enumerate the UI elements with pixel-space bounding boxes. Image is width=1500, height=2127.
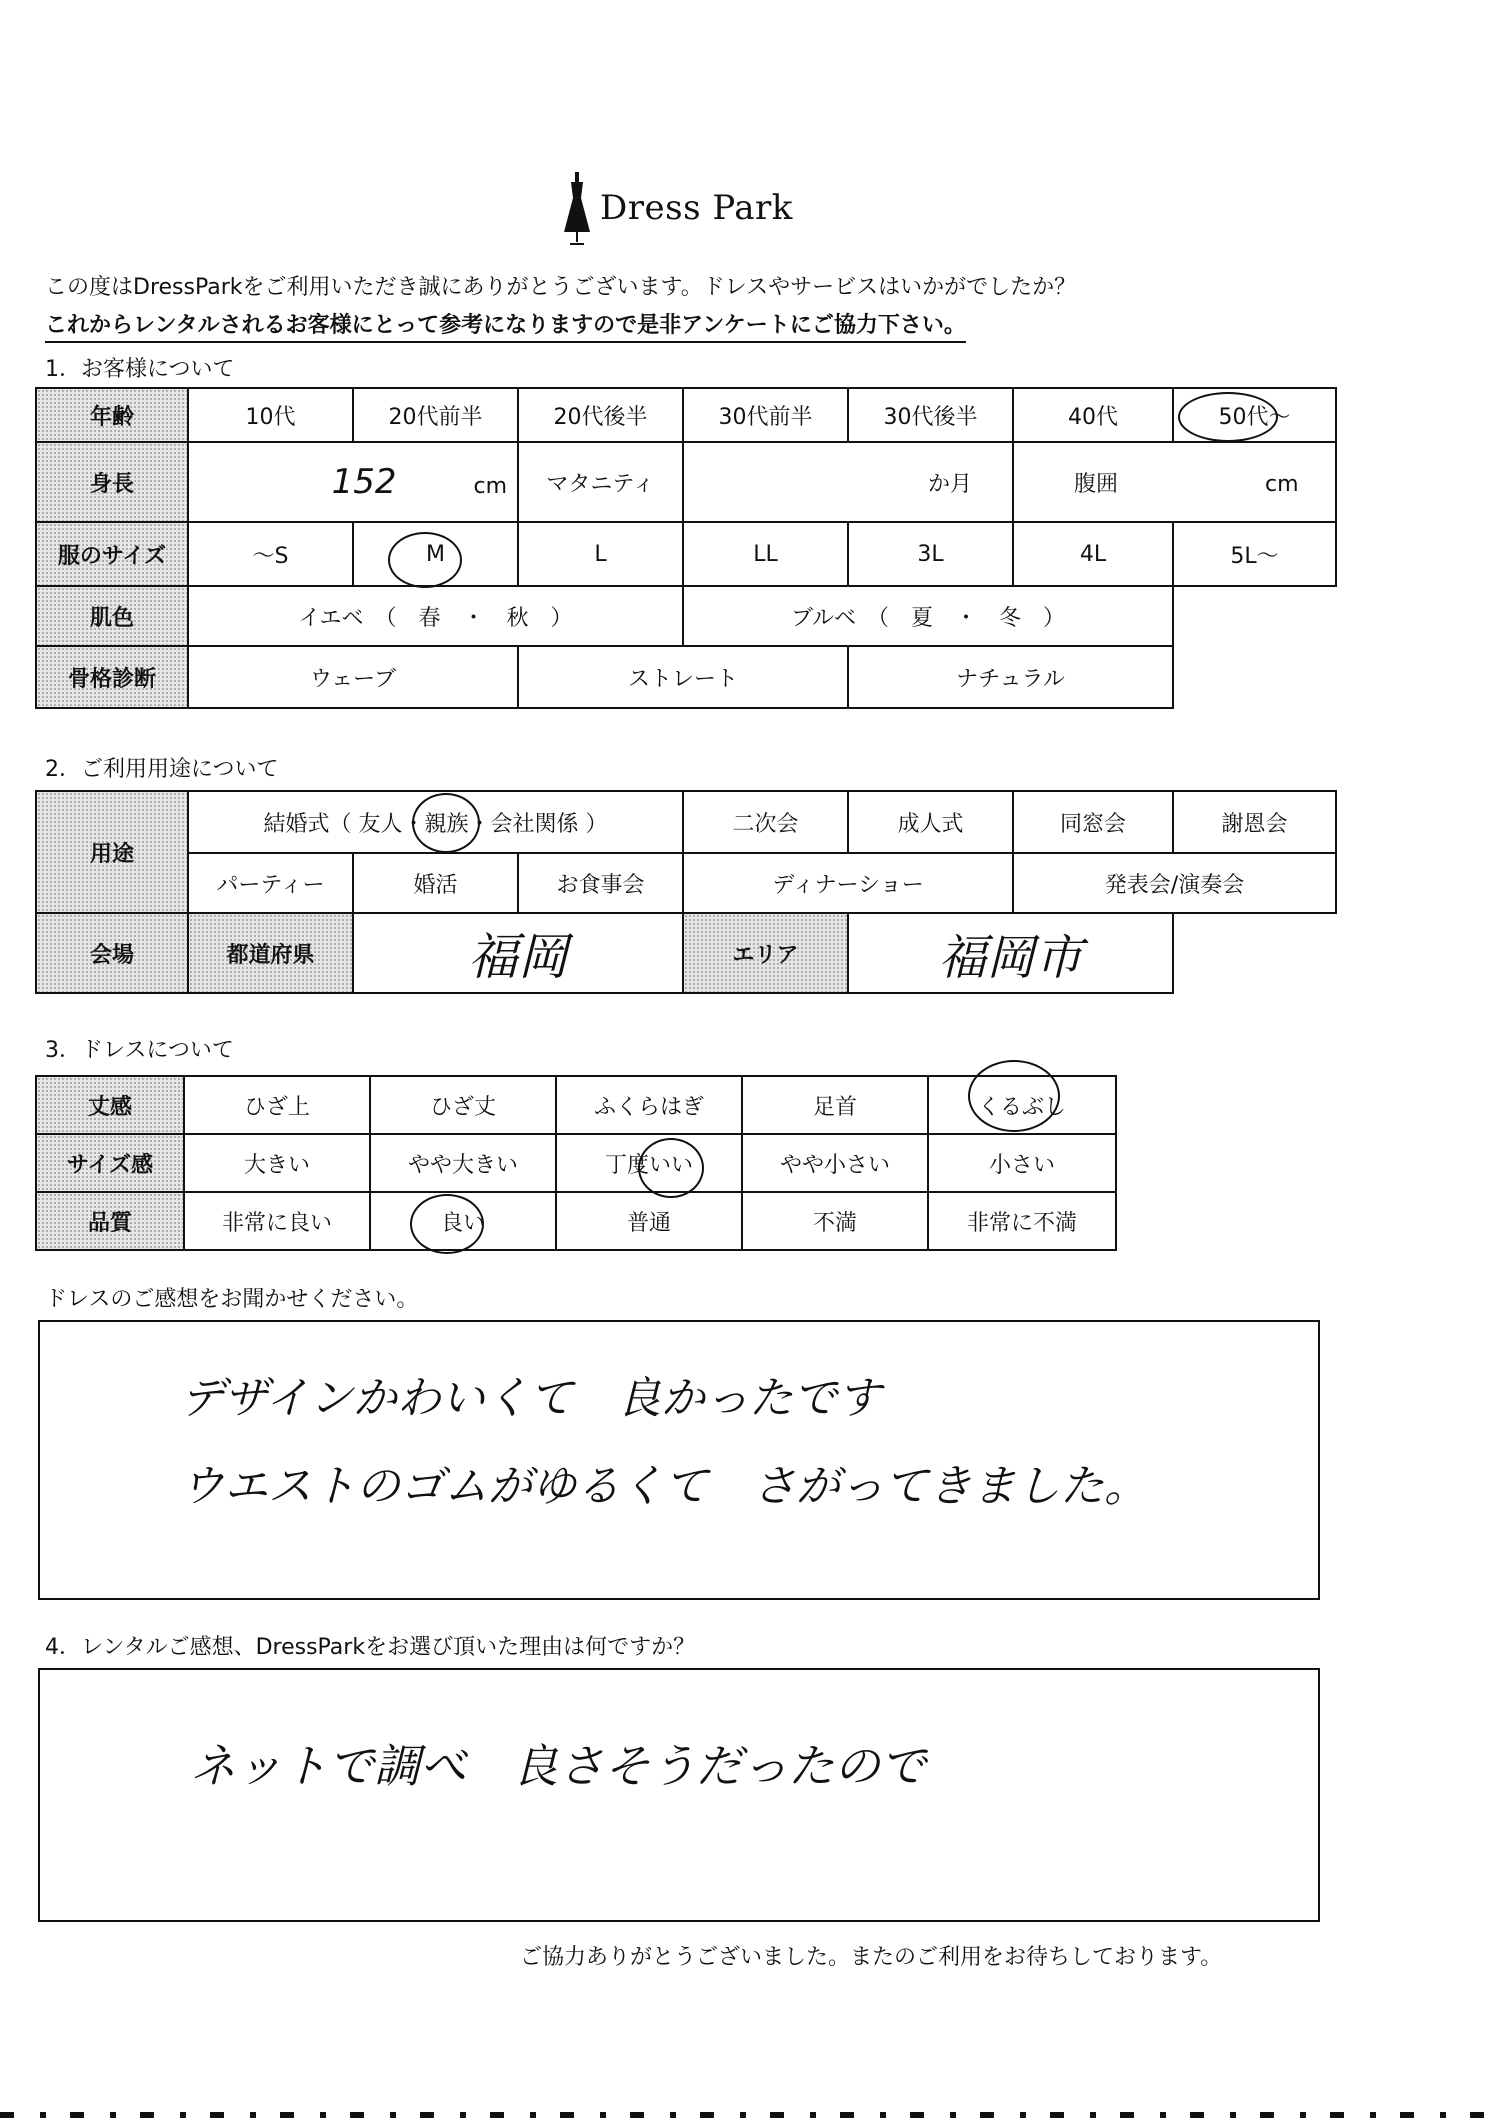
- blank-cell: [1173, 586, 1336, 646]
- skin-row: [36, 586, 1336, 646]
- quality-option[interactable]: 非常に不満: [928, 1192, 1116, 1250]
- dress-comment-prompt: ドレスのご感想をお聞かせください。: [45, 1287, 419, 1312]
- age-label: 年齢: [36, 388, 188, 442]
- selection-circle: [388, 532, 462, 588]
- dress-icon: [560, 170, 594, 250]
- usage-row-1: [36, 791, 1336, 853]
- venue-label: 会場: [36, 913, 188, 993]
- height-cell[interactable]: [188, 442, 518, 522]
- skeleton-option[interactable]: ストレート: [518, 646, 848, 708]
- section-2-title: 2．ご利用用途について: [45, 757, 279, 782]
- rental-comment-box[interactable]: [38, 1668, 1320, 1922]
- fit-option[interactable]: 大きい: [184, 1134, 370, 1192]
- section-4-title: 4．レンタルご感想、DressParkをお選び頂いた理由は何ですか？: [45, 1635, 696, 1660]
- age-option[interactable]: 40代: [1013, 388, 1173, 442]
- quality-option[interactable]: 非常に良い: [184, 1192, 370, 1250]
- length-label: 丈感: [36, 1076, 184, 1134]
- length-row: [36, 1076, 1116, 1134]
- usage-row-2: [36, 853, 1336, 913]
- usage-wedding[interactable]: 結婚式（ 友人・親族・会社関係 ）: [188, 791, 683, 853]
- length-option[interactable]: 足首: [742, 1076, 928, 1134]
- usage-option[interactable]: パーティー: [188, 853, 353, 913]
- months-label[interactable]: か月: [683, 442, 1013, 522]
- usage-option[interactable]: 謝恩会: [1173, 791, 1336, 853]
- venue-row: [36, 913, 1336, 993]
- size-option[interactable]: ～S: [188, 522, 353, 586]
- usage-option[interactable]: ディナーショー: [683, 853, 1013, 913]
- section-3-title: 3．ドレスについて: [45, 1038, 234, 1063]
- selection-circle: [1178, 392, 1278, 442]
- size-row: [36, 522, 1336, 586]
- usage-option[interactable]: 二次会: [683, 791, 848, 853]
- quality-option-selected[interactable]: 良い: [370, 1192, 556, 1250]
- waist-cell[interactable]: [1013, 442, 1336, 522]
- length-option[interactable]: ふくらはぎ: [556, 1076, 742, 1134]
- skeleton-option[interactable]: ナチュラル: [848, 646, 1173, 708]
- intro-line-1: この度はDressParkをご利用いただき誠にありがとうございます。ドレスやサービスはいかがでしたか？: [45, 275, 1077, 300]
- age-option[interactable]: 20代後半: [518, 388, 683, 442]
- age-option[interactable]: 30代後半: [848, 388, 1013, 442]
- fit-option[interactable]: 小さい: [928, 1134, 1116, 1192]
- scan-artifact: [0, 2112, 1500, 2118]
- maternity-label[interactable]: マタニティ: [518, 442, 683, 522]
- area-value[interactable]: 福岡市: [848, 913, 1173, 993]
- usage-option[interactable]: 発表会/演奏会: [1013, 853, 1336, 913]
- fit-row: [36, 1134, 1116, 1192]
- dress-comment-line-1: デザインかわいくて 良かったです: [180, 1373, 881, 1424]
- size-option[interactable]: 4L: [1013, 522, 1173, 586]
- dress-table: [35, 1075, 1117, 1251]
- fit-label: サイズ感: [36, 1134, 184, 1192]
- skin-blue-base[interactable]: ブルベ （ 夏 ・ 冬 ）: [683, 586, 1173, 646]
- length-option-selected[interactable]: くるぶし: [928, 1076, 1116, 1134]
- quality-label: 品質: [36, 1192, 184, 1250]
- length-option[interactable]: ひざ丈: [370, 1076, 556, 1134]
- quality-row: [36, 1192, 1116, 1250]
- length-option[interactable]: ひざ上: [184, 1076, 370, 1134]
- prefecture-value[interactable]: 福岡: [353, 913, 683, 993]
- purpose-label: 用途: [36, 791, 188, 913]
- age-option[interactable]: 20代前半: [353, 388, 518, 442]
- dress-comment-box[interactable]: [38, 1320, 1320, 1600]
- selection-circle: [412, 793, 480, 853]
- skeleton-label: 骨格診断: [36, 646, 188, 708]
- size-label: 服のサイズ: [36, 522, 188, 586]
- usage-table: [35, 790, 1337, 994]
- size-option[interactable]: 5L～: [1173, 522, 1336, 586]
- waist-label: 腹囲: [1074, 471, 1119, 497]
- brand-name: Dress Park: [600, 188, 793, 228]
- section-1-title: 1．お客様について: [45, 357, 235, 382]
- footer-thanks: ご協力ありがとうございました。またのご利用をお待ちしております。: [520, 1945, 1223, 1970]
- age-option[interactable]: 10代: [188, 388, 353, 442]
- fit-option[interactable]: やや小さい: [742, 1134, 928, 1192]
- fit-option-selected[interactable]: 丁度いい: [556, 1134, 742, 1192]
- prefecture-label: 都道府県: [188, 913, 353, 993]
- rental-comment: ネットで調べ 良さそうだったので: [190, 1739, 926, 1793]
- quality-option[interactable]: 不満: [742, 1192, 928, 1250]
- age-option-selected[interactable]: 50代～: [1173, 388, 1336, 442]
- size-option-selected[interactable]: M: [353, 522, 518, 586]
- height-unit: cm: [473, 474, 507, 499]
- dresspark-logo: [560, 170, 820, 260]
- intro-line-2: これからレンタルされるお客様にとって参考になりますので是非アンケートにご協力下さい。: [45, 308, 966, 343]
- skeleton-row: [36, 646, 1336, 708]
- waist-unit: cm: [1265, 471, 1299, 497]
- blank-cell: [1173, 913, 1336, 993]
- customer-info-table: [35, 387, 1337, 709]
- skin-yellow-base[interactable]: イエベ （ 春 ・ 秋 ）: [188, 586, 683, 646]
- fit-option[interactable]: やや大きい: [370, 1134, 556, 1192]
- usage-option[interactable]: 同窓会: [1013, 791, 1173, 853]
- usage-option[interactable]: お食事会: [518, 853, 683, 913]
- size-option[interactable]: L: [518, 522, 683, 586]
- blank-cell: [1173, 646, 1336, 708]
- height-row: [36, 442, 1336, 522]
- selection-circle: [410, 1194, 484, 1254]
- usage-option[interactable]: 婚活: [353, 853, 518, 913]
- skeleton-option[interactable]: ウェーブ: [188, 646, 518, 708]
- dress-comment-line-2: ウエストのゴムがゆるくて さがってきました。: [180, 1461, 1148, 1512]
- selection-circle: [968, 1060, 1060, 1132]
- quality-option[interactable]: 普通: [556, 1192, 742, 1250]
- skin-label: 肌色: [36, 586, 188, 646]
- age-row: [36, 388, 1336, 442]
- usage-option[interactable]: 成人式: [848, 791, 1013, 853]
- age-option[interactable]: 30代前半: [683, 388, 848, 442]
- size-option[interactable]: LL: [683, 522, 848, 586]
- height-value: 152: [331, 462, 397, 502]
- height-label: 身長: [36, 442, 188, 522]
- selection-circle: [638, 1138, 704, 1198]
- area-label: エリア: [683, 913, 848, 993]
- size-option[interactable]: 3L: [848, 522, 1013, 586]
